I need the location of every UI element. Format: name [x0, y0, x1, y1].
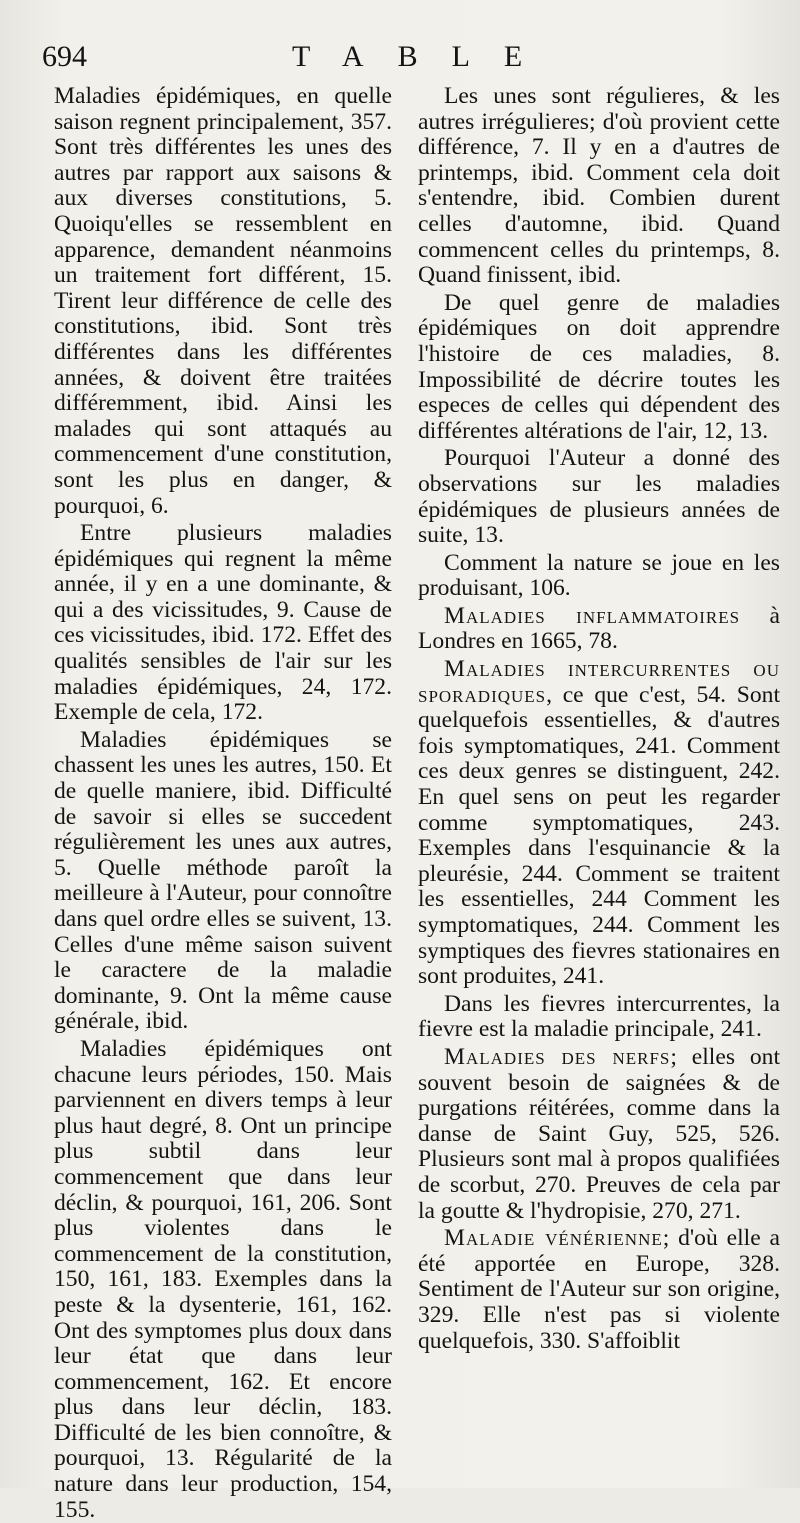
entry-heading: Maladie vénérienne	[444, 1225, 663, 1252]
entry-text: ; elles ont souvent besoin de saignées & de purgations réitérées, comme dans la danse de Saint Guy, 525, 526. Plusieurs sont mal à propos qualifiées de scorbut, 270. Preuves de cela par la goutte & l'hydropisie, 270, 271.	[418, 1043, 780, 1224]
index-entry: Maladies épidémiques se chassent les unes les autres, 150. Et de quelle maniere, ibid. Difficulté de savoir si elles se succedent régulièrement les unes aux autres, 5. Quelle méthode paroît la meilleure à l'Auteur, pour connoître dans quel ordre elles se suivent, 13. Celles d'une même saison suivent le caractere de la maladie dominante, 9. Ont la même cause générale, ibid.	[54, 726, 392, 1035]
entry-heading: Maladies intercurrentes ou sporadiques	[418, 656, 780, 708]
index-entry: De quel genre de maladies épidémiques on doit apprendre l'histoire de ces maladies, 8. Impossibilité de décrire toutes les especes de celles qui dépendent des différentes altérations de l'air, 12, 13.	[418, 289, 780, 444]
index-entry	[418, 657, 780, 990]
entry-heading: Maladies des nerfs	[444, 1043, 671, 1070]
index-entry: Maladies épidémiques, en quelle saison regnent principalement, 357. Sont très différentes les unes des autres par rapport aux saisons & aux diverses constitutions, 5. Quoiqu'elles se ressemblent en apparence, demandent néanmoins un traitement fort différent, 15. Tirent leur différence de celle des constitutions, ibid. Sont très différentes dans les différentes années, & doivent être traitées différemment, ibid. Ainsi les malades qui sont attaqués au commencement d'une constitution, sont les plus en danger, & pourquoi, 6.	[54, 83, 392, 519]
index-entry	[418, 1045, 780, 1224]
index-entry: Dans les fievres intercurrentes, la fievre est la maladie principale, 241.	[418, 990, 780, 1043]
entry-heading: Maladies inflammatoires	[444, 602, 741, 629]
running-title: TABLE	[292, 40, 557, 73]
page-header	[42, 40, 782, 88]
right-column	[418, 84, 780, 1354]
index-entry: Pourquoi l'Auteur a donné des observations sur les maladies épidémiques de plusieurs années de suite, 13.	[418, 445, 780, 549]
index-entry: Entre plusieurs maladies épidémiques qui regnent la même année, il y en a une dominante, & qui a des vicissitudes, 9. Cause de ces vicissitudes, ibid. 172. Effet des qualités sensibles de l'air sur les maladies épidémiques, 24, 172. Exemple de cela, 172.	[54, 520, 392, 726]
index-entry	[418, 604, 780, 655]
index-entry: Comment la nature se joue en les produisant, 106.	[418, 549, 780, 602]
left-column	[54, 84, 392, 1523]
index-entry	[418, 1226, 780, 1354]
index-entry: Maladies épidémiques ont chacune leurs périodes, 150. Mais parviennent en divers temps à leur plus haut degré, 8. Ont un principe plus subtil dans leur commencement que dans leur déclin, & pourquoi, 161, 206. Sont plus violentes dans le commencement de la constitution, 150, 161, 183. Exemples dans la peste & la dysenterie, 161, 162. Ont des symptomes plus doux dans leur état que dans leur commencement, 162. Et encore plus dans leur déclin, 183. Difficulté de les bien connoître, & pourquoi, 13. Régularité de la nature dans leur production, 154, 155.	[54, 1035, 392, 1523]
index-entry: Les unes sont régulieres, & les autres irrégulieres; d'où provient cette différence, 7. Il y en a d'autres de printemps, ibid. Comment cela doit s'entendre, ibid. Combien durent celles d'automne, ibid. Quand commencent celles du printemps, 8. Quand finissent, ibid.	[418, 83, 780, 289]
entry-text: , ce que c'est, 54. Sont quelquefois essentielles, & d'autres fois symptomatiques, 241. Comment ces deux genres se distinguent, 242. En quel sens on peut les regarder comme symptomatiques, 243. Exemples dans l'esquinancie & la pleurésie, 244. Comment se traitent les essentielles, 244 Comment les symptomatiques, 244. Comment les symptiques des fievres stationaires en sont produites, 241.	[418, 681, 780, 990]
page-number: 694	[42, 40, 87, 73]
entry-text: à Londres en 1665, 78.	[418, 602, 780, 655]
entry-text: ; d'où elle a été apportée en Europe, 328. Sentiment de l'Auteur sur son origine, 329. Elle n'est pas si violente quelquefois, 330. S'affoiblit	[418, 1225, 780, 1354]
